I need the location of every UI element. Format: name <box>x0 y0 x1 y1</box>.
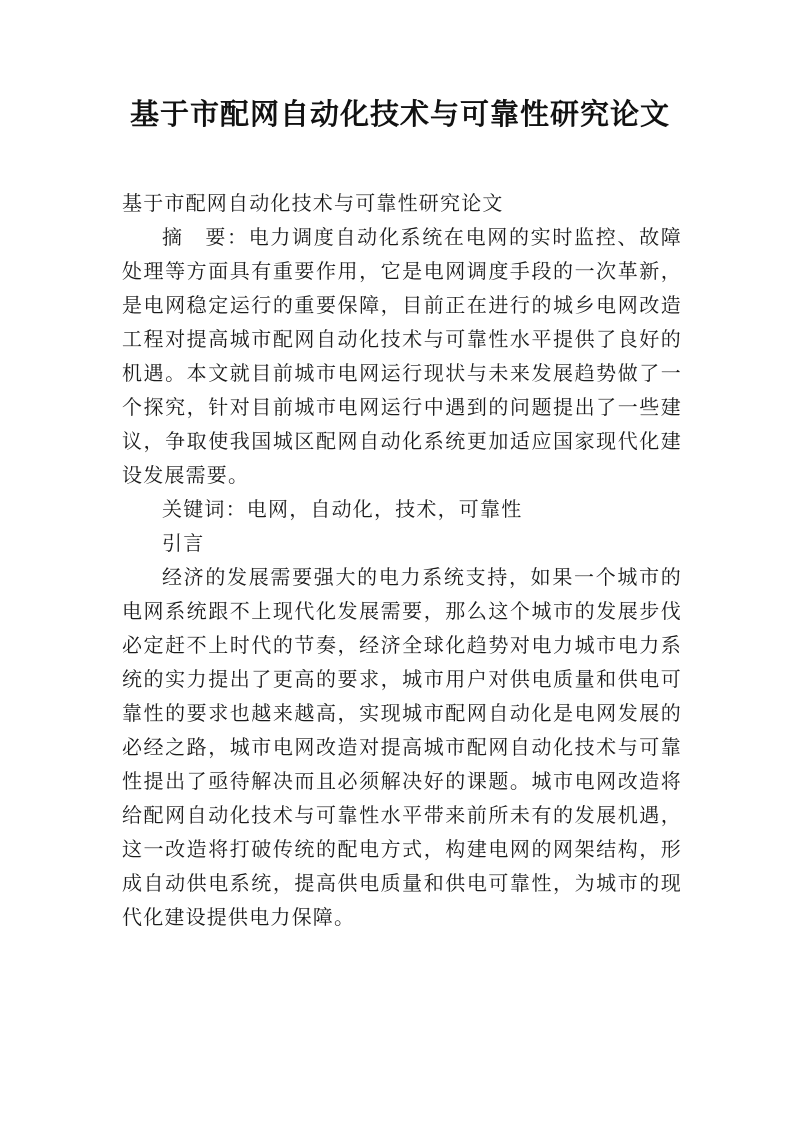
keywords-line: 关键词：电网，自动化，技术，可靠性 <box>162 497 523 521</box>
abstract-paragraph: 摘 要：电力调度自动化系统在电网的实时监控、故障处理等方面具有重要作用，它是电网调度手段的一次革新，是电网稳定运行的重要保障，目前正在进行的城乡电网改造工程对提高城市配网自动化技术与可靠性水平提供了良好的机遇。本文就目前城市电网运行现状与未来发展趋势做了一个探究，针对目前城市电网运行中遇到的问题提出了一些建议，争取使我国城区配网自动化系统更加适应国家现代化建设发展需要。 <box>122 225 682 487</box>
intro-heading: 引言 <box>162 531 205 555</box>
document-title: 基于市配网自动化技术与可靠性研究论文 <box>129 97 670 131</box>
intro-paragraph: 经济的发展需要强大的电力系统支持，如果一个城市的电网系统跟不上现代化发展需要，那么这个城市的发展步伐必定赶不上时代的节奏，经济全球化趋势对电力城市电力系统的实力提出了更高的要求，城市用户对供电质量和供电可靠性的要求也越来越高，实现城市配网自动化是电网发展的必经之路，城市电网改造对提高城市配网自动化技术与可靠性提出了亟待解决而且必须解决好的课题。城市电网改造将给配网自动化技术与可靠性水平带来前所未有的发展机遇，这一改造将打破传统的配电方式，构建电网的网架结构，形成自动供电系统，提高供电质量和供电可靠性，为城市的现代化建设提供电力保障。 <box>122 565 682 929</box>
document-body <box>122 186 682 934</box>
subtitle-line: 基于市配网自动化技术与可靠性研究论文 <box>122 191 504 215</box>
